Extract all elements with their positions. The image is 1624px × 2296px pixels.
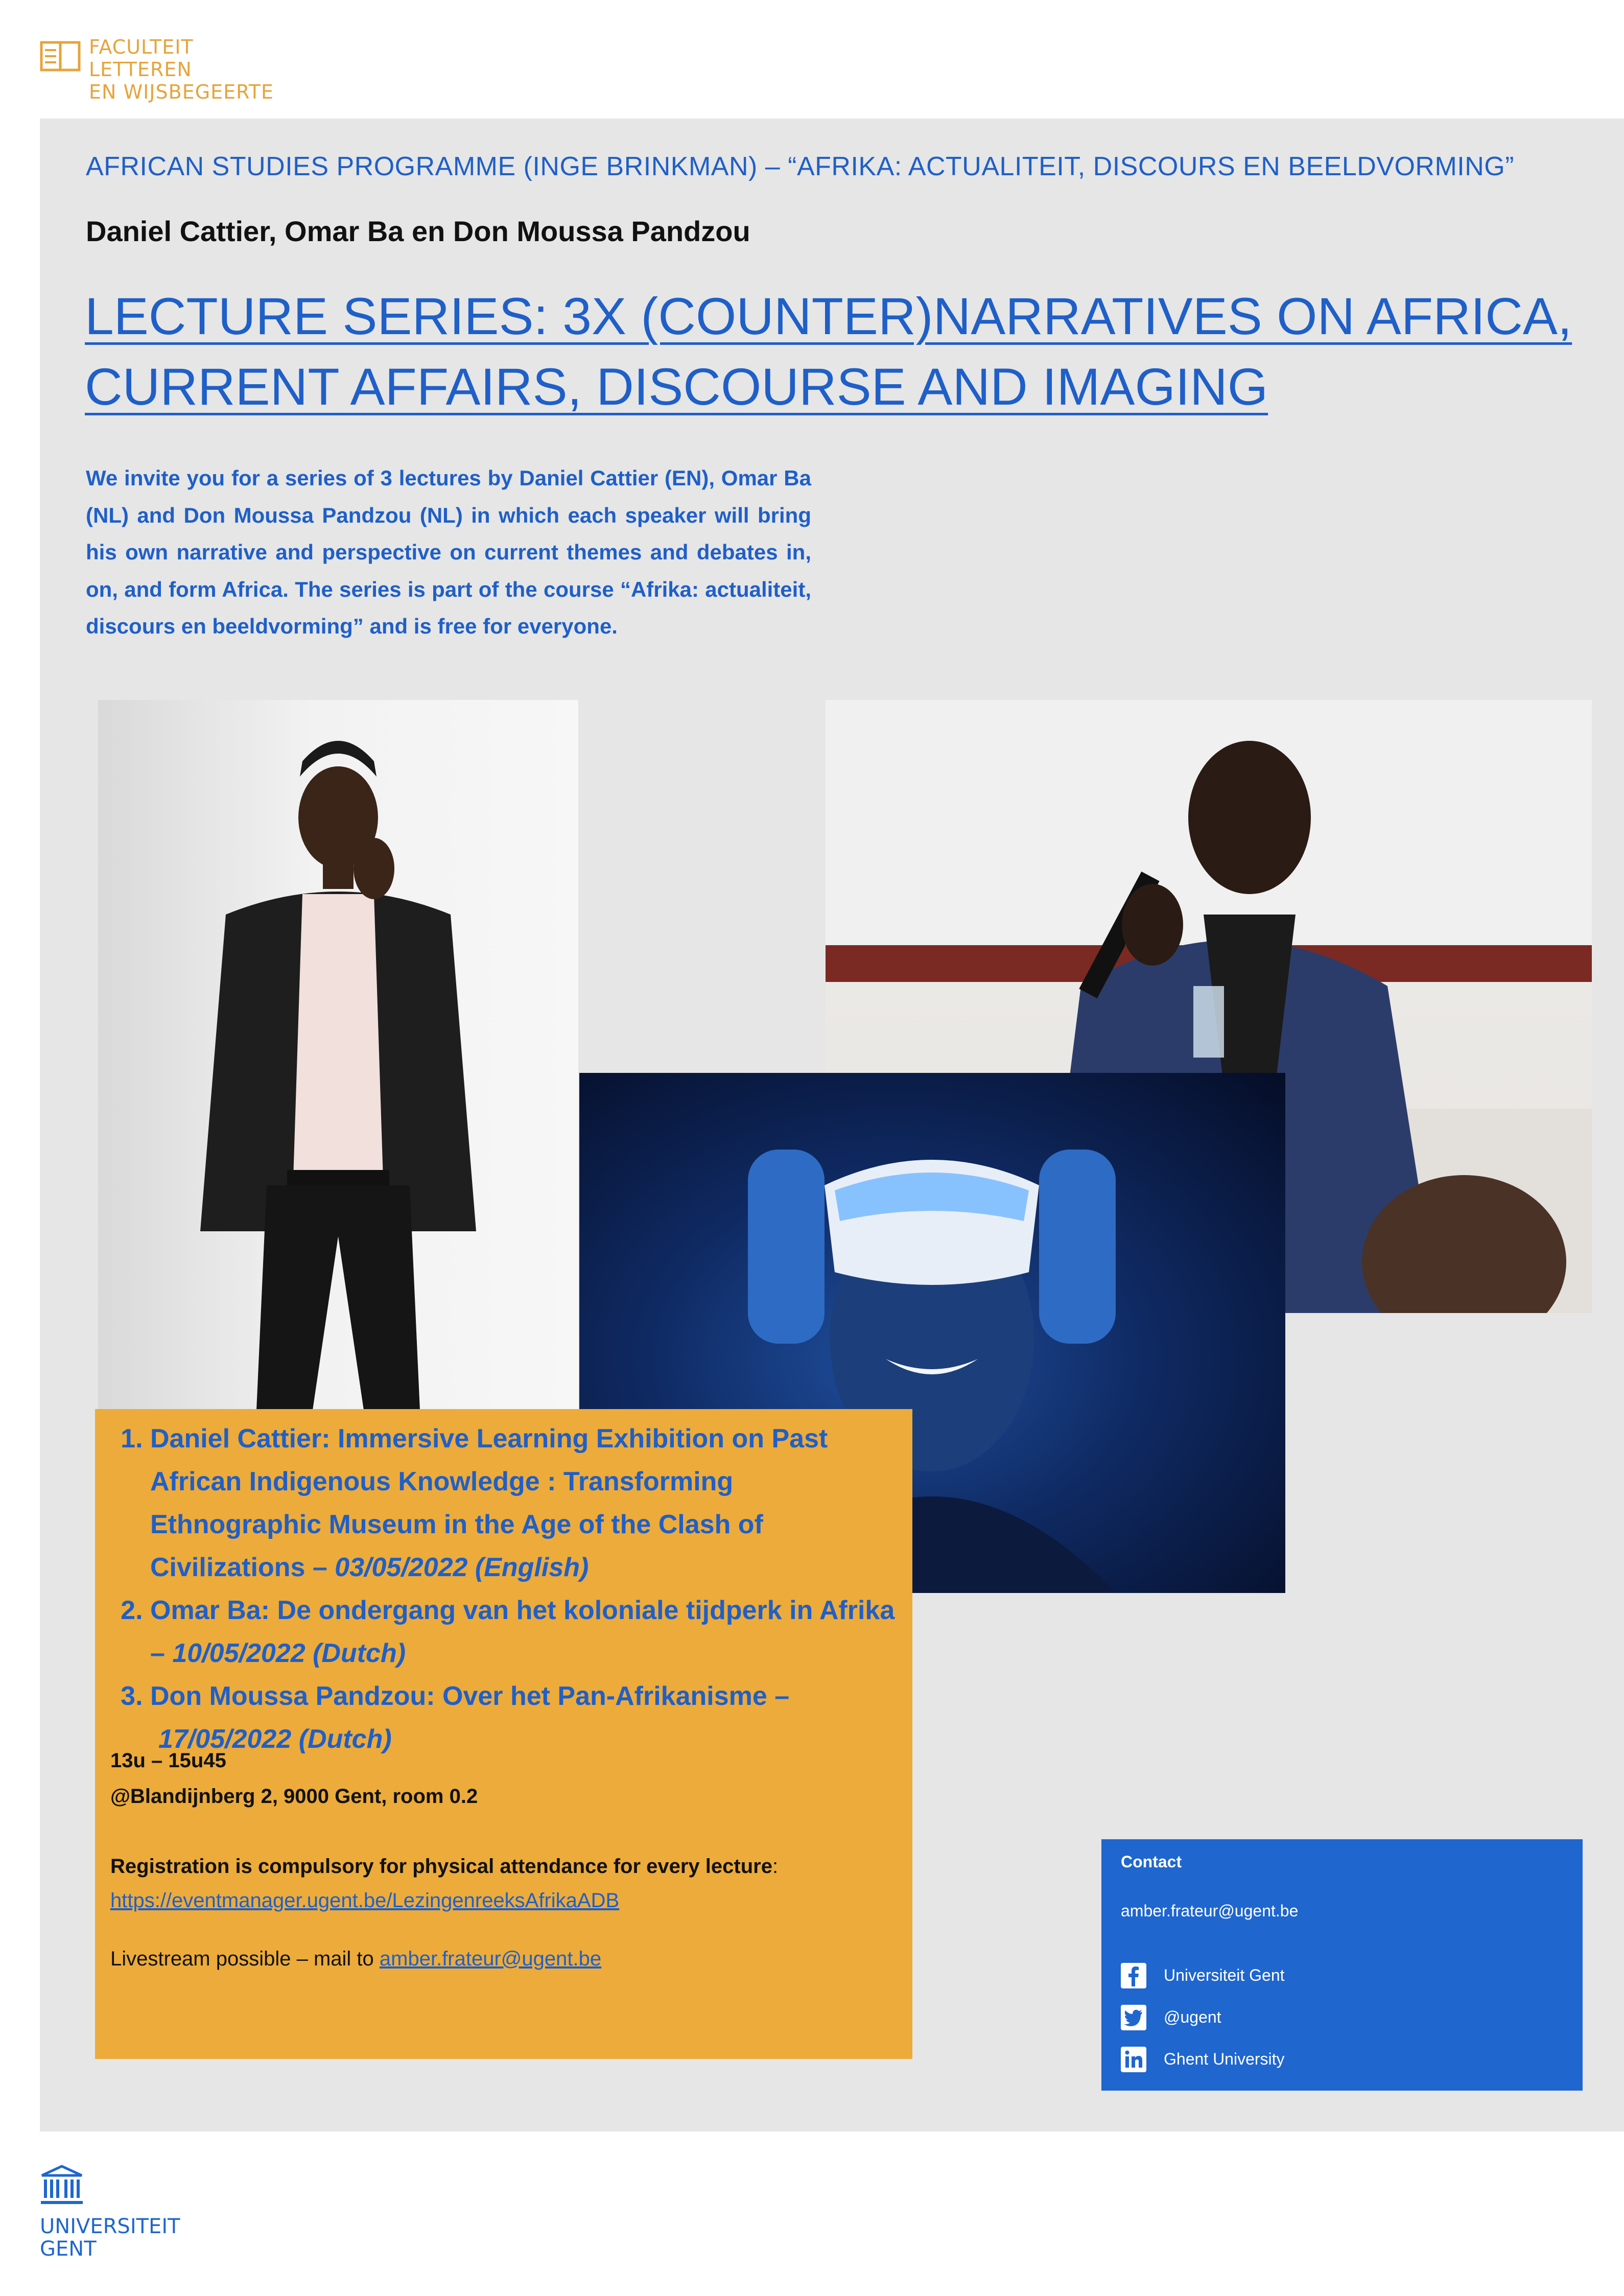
registration-colon: : xyxy=(772,1855,779,1878)
registration-link[interactable]: https://eventmanager.ugent.be/LezingenreeksAfrikaADB xyxy=(110,1889,620,1912)
photo-daniel-cattier xyxy=(98,700,578,1410)
lecture-1-date: 03/05/2022 (English) xyxy=(335,1553,589,1582)
lecture-list xyxy=(110,1417,911,1761)
linkedin-icon xyxy=(1121,2047,1146,2072)
intro-paragraph: We invite you for a series of 3 lectures by Daniel Cattier (EN), Omar Ba (NL) and Don Moussa Pandzou (NL) in which each speaker will bring his own narrative and perspective on current themes and debates in, on, and form Africa. The series is part of the course “Afrika: actualiteit, discours en beeldvorming” and is free for everyone. xyxy=(86,466,811,638)
twitter-icon xyxy=(1121,2005,1146,2030)
lecture-1-title: Daniel Cattier: Immersive Learning Exhibition on Past African Indigenous Knowledge : Transforming Ethnographic Museum in the Age of the Clash of Civilizations – xyxy=(150,1424,828,1582)
social-facebook-label: Universiteit Gent xyxy=(1164,1966,1285,1984)
lecture-3-title: Don Moussa Pandzou: Over het Pan-Afrikanisme – xyxy=(150,1681,790,1711)
lecture-3-date: 17/05/2022 (Dutch) xyxy=(158,1724,392,1754)
university-building-icon xyxy=(40,2164,84,2207)
university-logo-line2: GENT xyxy=(40,2237,97,2261)
programme-heading: AFRICAN STUDIES PROGRAMME (INGE BRINKMAN) – “AFRIKA: ACTUALITEIT, DISCOURS EN BEELDVORMING” xyxy=(86,152,1515,181)
book-icon xyxy=(40,41,81,72)
livestream-email-link[interactable]: amber.frateur@ugent.be xyxy=(379,1948,602,1970)
livestream-text: Livestream possible – mail to xyxy=(110,1948,380,1970)
lecture-location: @Blandijnberg 2, 9000 Gent, room 0.2 xyxy=(110,1785,478,1808)
list-item xyxy=(150,1675,911,1761)
faculty-logo-line1: FACULTEIT LETTEREN xyxy=(89,36,194,81)
page-title: LECTURE SERIES: 3X (COUNTER)NARRATIVES ON AFRICA, CURRENT AFFAIRS, DISCOURSE AND IMAGING xyxy=(85,287,1572,416)
registration-label: Registration is compulsory for physical attendance for every lecture xyxy=(110,1855,772,1878)
contact-title: Contact xyxy=(1121,1853,1182,1871)
contact-email-link[interactable]: amber.frateur@ugent.be xyxy=(1121,1902,1299,1920)
list-item xyxy=(150,1589,911,1675)
list-item xyxy=(150,1417,911,1589)
registration-note xyxy=(110,1855,778,1878)
lecture-2-title: Omar Ba: De ondergang van het koloniale tijdperk in Afrika – xyxy=(150,1596,895,1668)
facebook-icon xyxy=(1121,1963,1146,1988)
livestream-note xyxy=(110,1948,601,1971)
faculty-logo-line2: EN WIJSBEGEERTE xyxy=(89,81,274,103)
social-linkedin-label: Ghent University xyxy=(1164,2050,1285,2068)
lecture-2-date: 10/05/2022 (Dutch) xyxy=(172,1638,406,1668)
university-logo-line1: UNIVERSITEIT xyxy=(40,2215,180,2238)
contact-box xyxy=(1101,1839,1583,2091)
lecture-schedule-box xyxy=(95,1409,912,2059)
social-twitter-label: @ugent xyxy=(1164,2008,1221,2026)
speakers-line: Daniel Cattier, Omar Ba en Don Moussa Pandzou xyxy=(86,215,750,247)
lecture-time: 13u – 15u45 xyxy=(110,1749,226,1772)
faculty-logo xyxy=(40,36,280,103)
university-logo xyxy=(40,2164,193,2266)
